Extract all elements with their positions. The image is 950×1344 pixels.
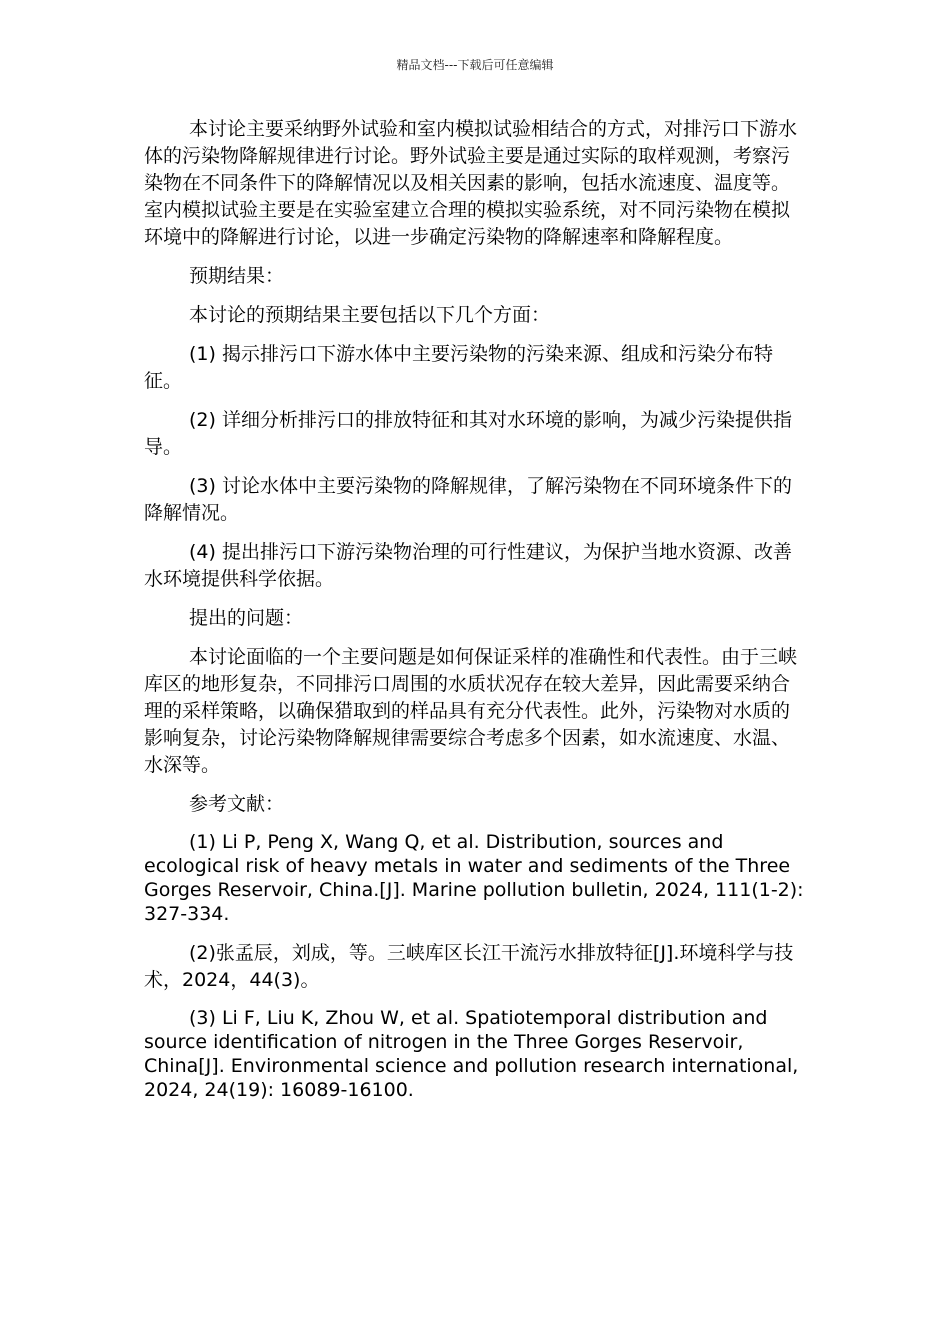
expected-result-item-4: (4) 提出排污口下游污染物治理的可行性建议，为保护当地水资源、改善水环境提供科学依据。 xyxy=(144,541,792,590)
document-body xyxy=(144,116,808,1116)
reference-item-2: (2)张孟辰，刘成，等。三峡库区长江干流污水排放特征[J].环境科学与技术，2024，44(3)。 xyxy=(144,942,794,991)
expected-result-item-2: (2) 详细分析排污口的排放特征和其对水环境的影响，为减少污染提供指导。 xyxy=(144,409,792,458)
reference-item-1: (1) Li P, Peng X, Wang Q, et al. Distribution, sources and ecological risk of heavy metals in water and sediments of the Three Gorges Reservoir, China.[J]. Marine pollution bulletin, 2024, 111(1-2): 327-334. xyxy=(144,831,804,925)
reference-item-3: (3) Li F, Liu K, Zhou W, et al. Spatiotemporal distribution and source identification of nitrogen in the Three Gorges Reservoir, China[J]. Environmental science and pollution research international, 2024, 24(19): 16089-16100. xyxy=(144,1007,799,1101)
paragraph-methodology: 本讨论主要采纳野外试验和室内模拟试验相结合的方式，对排污口下游水体的污染物降解规律进行讨论。野外试验主要是通过实际的取样观测，考察污染物在不同条件下的降解情况以及相关因素的影响，包括水流速度、温度等。室内模拟试验主要是在实验室建立合理的模拟实验系统，对不同污染物在模拟环境中的降解进行讨论，以进一步确定污染物的降解速率和降解程度。 xyxy=(144,118,798,248)
expected-result-item-3: (3) 讨论水体中主要污染物的降解规律，了解污染物在不同环境条件下的降解情况。 xyxy=(144,475,792,524)
page-header: 精品文档---下载后可任意编辑 xyxy=(396,58,554,72)
paragraph-expected-intro: 本讨论的预期结果主要包括以下几个方面： xyxy=(189,304,551,326)
heading-expected-results: 预期结果： xyxy=(189,265,285,287)
heading-references: 参考文献： xyxy=(189,793,285,815)
paragraph-problems: 本讨论面临的一个主要问题是如何保证采样的准确性和代表性。由于三峡库区的地形复杂，不同排污口周围的水质状况存在较大差异，因此需要采纳合理的采样策略，以确保猎取到的样品具有充分代表性。此外，污染物对水质的影响复杂，讨论污染物降解规律需要综合考虑多个因素，如水流速度、水温、水深等。 xyxy=(144,646,798,776)
expected-result-item-1: (1) 揭示排污口下游水体中主要污染物的污染来源、组成和污染分布特征。 xyxy=(144,343,773,392)
heading-problems: 提出的问题： xyxy=(189,607,304,629)
